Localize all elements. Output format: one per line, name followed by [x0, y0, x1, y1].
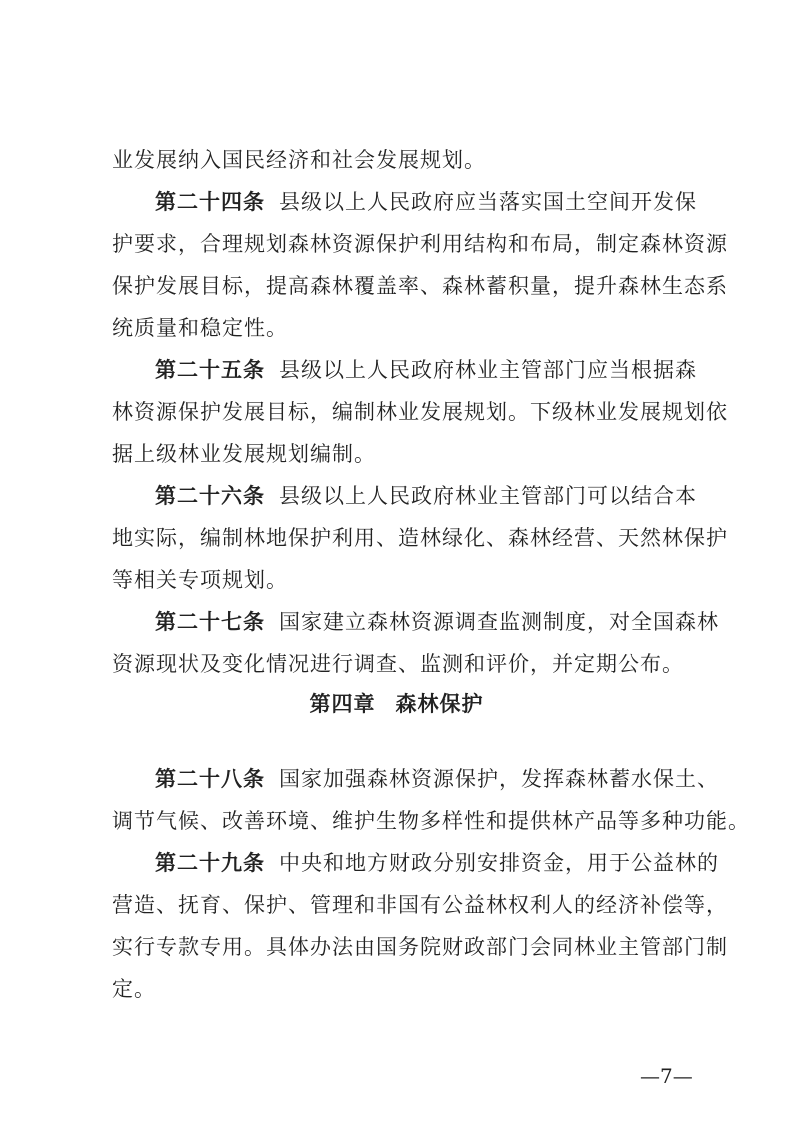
article-27-text-1: 国家建立森林资源调查监测制度，对全国森林 [279, 610, 719, 634]
article-24-line-4: 统质量和稳定性。 [112, 316, 288, 340]
page-number: —7— [640, 1064, 693, 1088]
chapter-number: 第四章 [309, 692, 376, 716]
article-26-line-3: 等相关专项规划。 [112, 568, 288, 592]
article-24-line-2: 护要求，合理规划森林资源保护利用结构和布局，制定森林资源 [112, 232, 728, 256]
article-25-label: 第二十五条 [155, 358, 265, 382]
article-24-line-1 [155, 190, 697, 214]
article-28-line-1 [155, 767, 719, 791]
article-26-text-1: 县级以上人民政府林业主管部门可以结合本 [279, 484, 697, 508]
article-28-line-2: 调节气候、改善环境、维护生物多样性和提供林产品等多种功能。 [112, 809, 750, 833]
chapter-title: 森林保护 [395, 692, 484, 716]
article-29-line-2: 营造、抚育、保护、管理和非国有公益林权利人的经济补偿等， [112, 893, 728, 917]
article-29-line-1 [155, 851, 719, 875]
article-26-label: 第二十六条 [155, 484, 265, 508]
article-26-line-2: 地实际，编制林地保护利用、造林绿化、森林经营、天然林保护 [112, 526, 728, 550]
intro-line-1: 业发展纳入国民经济和社会发展规划。 [112, 148, 486, 172]
article-29-label: 第二十九条 [155, 851, 265, 875]
article-29-line-3: 实行专款专用。具体办法由国务院财政部门会同林业主管部门制 [112, 935, 728, 959]
article-28-label: 第二十八条 [155, 767, 265, 791]
article-24-label: 第二十四条 [155, 190, 265, 214]
article-24-line-3: 保护发展目标，提高森林覆盖率、森林蓄积量，提升森林生态系 [112, 274, 728, 298]
article-27-line-2: 资源现状及变化情况进行调查、监测和评价，并定期公布。 [112, 652, 684, 676]
article-29-line-4: 定。 [112, 977, 156, 1001]
article-25-text-1: 县级以上人民政府林业主管部门应当根据森 [279, 358, 697, 382]
article-25-line-1 [155, 358, 697, 382]
article-28-text-1: 国家加强森林资源保护，发挥森林蓄水保土、 [279, 767, 719, 791]
article-24-text-1: 县级以上人民政府应当落实国土空间开发保 [279, 190, 697, 214]
article-26-line-1 [155, 484, 697, 508]
article-27-label: 第二十七条 [155, 610, 265, 634]
article-25-line-3: 据上级林业发展规划编制。 [112, 442, 376, 466]
chapter-heading [0, 692, 793, 716]
article-25-line-2: 林资源保护发展目标，编制林业发展规划。下级林业发展规划依 [112, 400, 728, 424]
article-29-text-1: 中央和地方财政分别安排资金，用于公益林的 [279, 851, 719, 875]
article-27-line-1 [155, 610, 719, 634]
